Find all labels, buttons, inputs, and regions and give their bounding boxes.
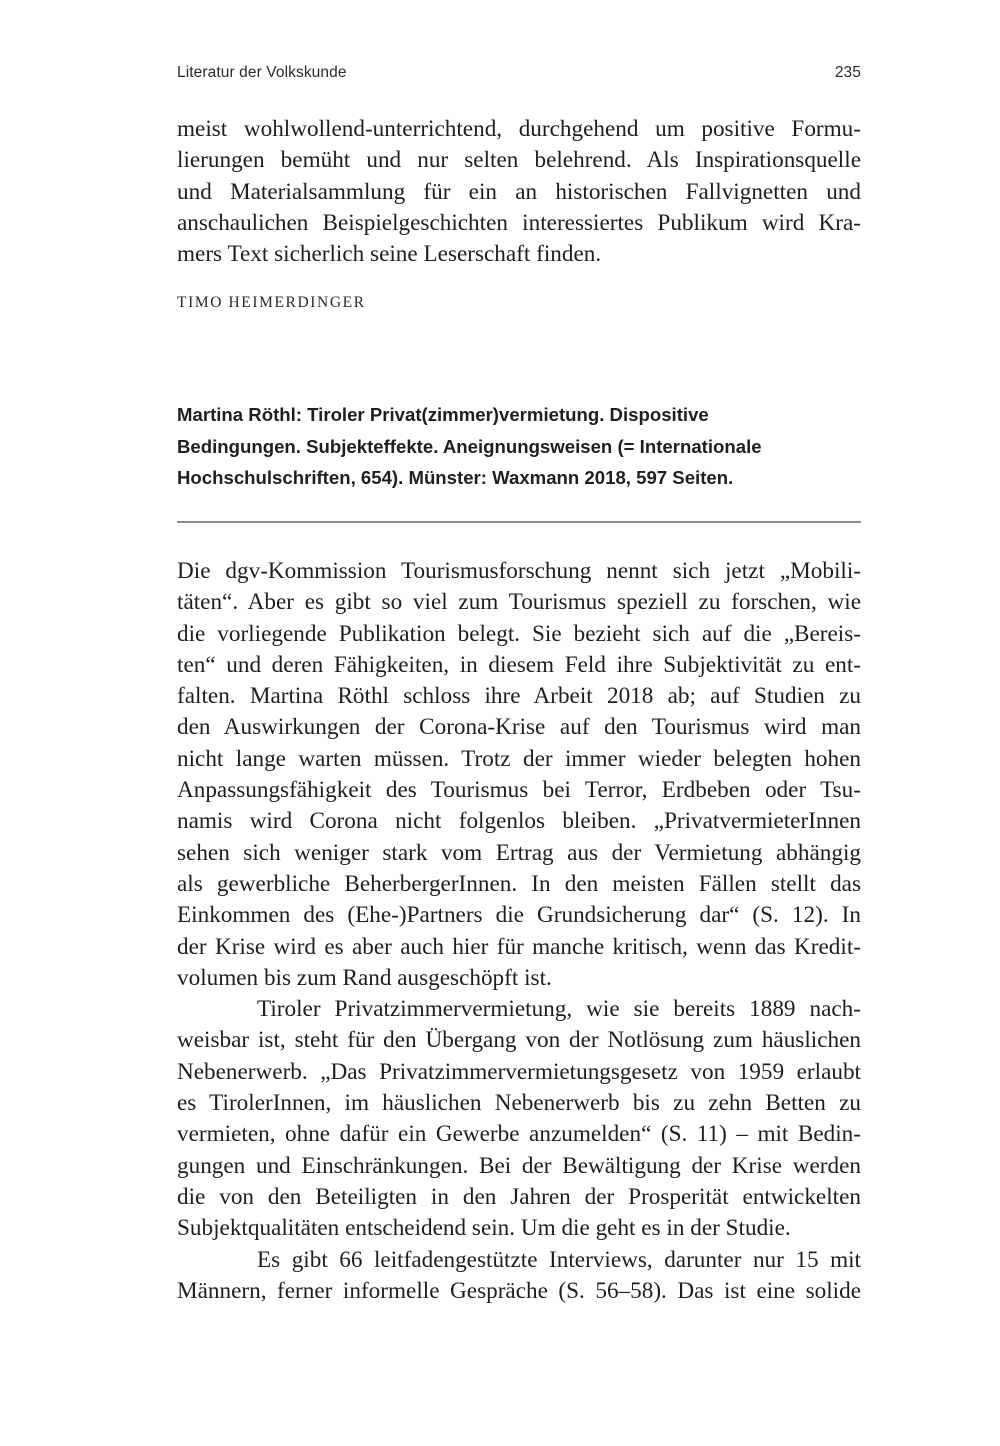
text-line: und Materialsammlung für ein an historischen Fallvignetten und [177,178,861,205]
heading-line: Bedingungen. Subjekteffekte. Aneignungsweisen (= Internationale [177,435,762,457]
text-line: weisbar ist, steht für den Übergang von der Notlösung zum häuslichen [177,1027,861,1054]
text-line: Die dgv-Kommission Tourismusforschung nennt sich jetzt „Mobili- [177,558,861,584]
text-line: mers Text sicherlich seine Leserschaft finden. [177,241,602,268]
text-line: es TirolerInnen, im häuslichen Nebenerwerb bis zu zehn Betten zu [177,1090,861,1117]
section-title: Literatur der Volkskunde [177,64,347,81]
text-line: ten“ und deren Fähigkeiten, in diesem Feld ihre Subjektivität zu ent- [177,651,861,678]
text-line: die von den Beteiligten in den Jahren der Prosperität entwickelten [177,1183,861,1210]
text-line: der Krise wird es aber auch hier für manche kritisch, wenn das Kredit- [177,933,861,960]
text-line: täten“. Aber es gibt so viel zum Tourismus speziell zu forschen, wie [177,589,861,616]
text-line: falten. Martina Röthl schloss ihre Arbeit 2018 ab; auf Studien zu [177,683,861,710]
reviewer-signature: TIMO HEIMERDINGER [177,294,366,311]
review-body [177,556,861,1307]
text-line: meist wohlwollend-unterrichtend, durchgehend um positive Formu- [177,116,861,142]
text-line: Anpassungsfähigkeit des Tourismus bei Terror, Erdbeben oder Tsu- [177,777,861,804]
running-head [177,64,861,82]
previous-review-closing-paragraph [177,114,861,270]
text-line: sehen sich weniger stark vom Ertrag aus der Vermietung abhängig [177,839,861,866]
page-number: 235 [834,64,861,81]
text-line: Männern, ferner informelle Gespräche (S. 56–58). Das ist eine solide [177,1277,861,1304]
text-line: Nebenerwerb. „Das Privatzimmervermietungsgesetz von 1959 erlaubt [177,1058,861,1085]
text-line: namis wird Corona nicht folgenlos bleiben. „PrivatvermieterInnen [177,808,861,835]
text-line: Subjektqualitäten entscheidend sein. Um die geht es in der Studie. [177,1215,791,1242]
text-line: als gewerbliche BeherbergerInnen. In den meisten Fällen stellt das [177,870,861,897]
section-divider [177,521,861,523]
text-line: Einkommen des (Ehe-)Partners die Grundsicherung dar“ (S. 12). In [177,902,861,929]
text-line: anschaulichen Beispielgeschichten interessiertes Publikum wird Kra- [177,209,861,236]
review-bibliographic-heading [177,399,867,494]
text-line: nicht lange warten müssen. Trotz der immer wieder belegten hohen [177,745,861,772]
heading-line: Martina Röthl: Tiroler Privat(zimmer)vermietung. Dispositive [177,404,709,425]
heading-line: Hochschulschriften, 654). Münster: Waxmann 2018, 597 Seiten. [177,467,734,488]
text-line: Tiroler Privatzimmervermietung, wie sie bereits 1889 nach- [257,996,861,1023]
text-line: den Auswirkungen der Corona-Krise auf den Tourismus wird man [177,714,861,741]
text-line: Es gibt 66 leitfadengestützte Interviews, darunter nur 15 mit [257,1246,861,1273]
text-line: volumen bis zum Rand ausgeschöpft ist. [177,964,552,991]
text-line: lierungen bemüht und nur selten belehrend. Als Inspirationsquelle [177,147,861,174]
text-line: vermieten, ohne dafür ein Gewerbe anzumelden“ (S. 11) – mit Bedin- [177,1121,861,1148]
text-line: gungen und Einschränkungen. Bei der Bewältigung der Krise werden [177,1152,861,1179]
text-line: die vorliegende Publikation belegt. Sie bezieht sich auf die „Bereis- [177,620,861,647]
